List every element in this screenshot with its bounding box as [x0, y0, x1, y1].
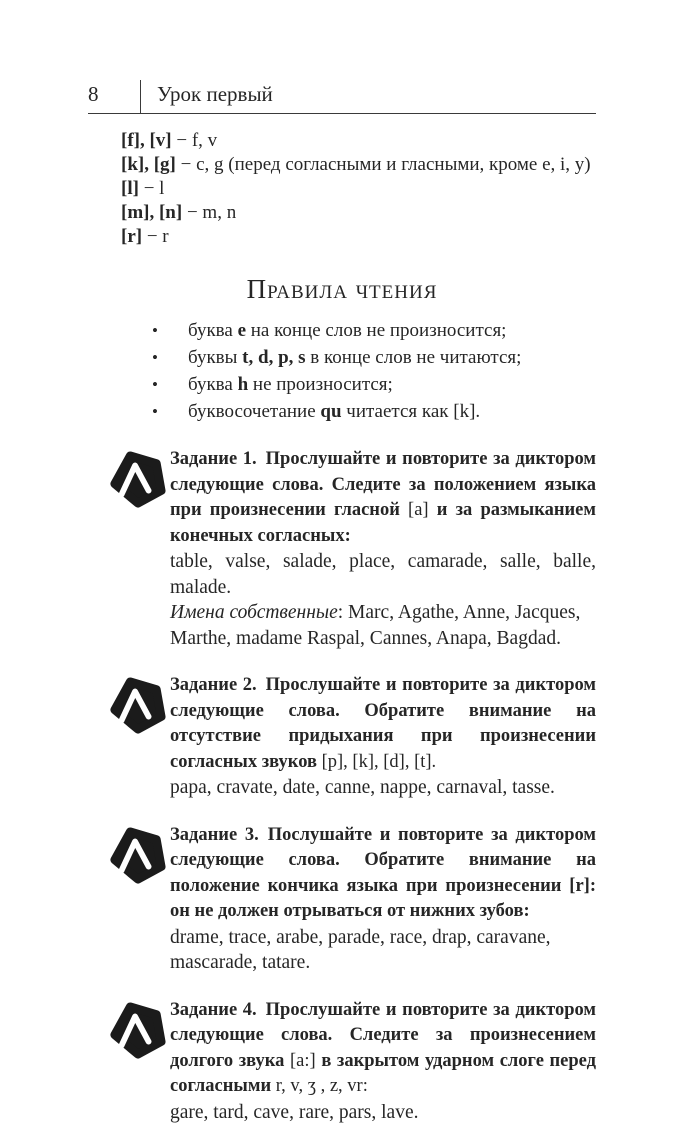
task-label: Задание 4. — [170, 1000, 257, 1020]
rule-text: буква e на конце слов не произносится; — [188, 317, 506, 344]
task-instruction: Задание 3. Послушайте и повторите за диктором следующие слова. Обратите внимание на положение кончика языка при произнесении [r]: он не должен отрываться от нижних зубов: — [170, 823, 596, 925]
phoneme: [l] — [121, 178, 139, 199]
task-icon-column — [88, 823, 170, 976]
task-body — [170, 998, 596, 1125]
task-label: Задание 2. — [170, 675, 257, 695]
task-icon-column — [88, 998, 170, 1125]
phonetics-row — [121, 153, 596, 177]
task-instruction: Задание 4. Прослушайте и повторите за диктором следующие слова. Следите за произнесением долгого звука [a:] в закрытом ударном слоге перед согласными r, v, ʒ , z, vr: — [170, 998, 596, 1100]
rule-text: буквосочетание qu читается как [k]. — [188, 398, 480, 425]
phoneme: [k], [g] — [121, 154, 176, 175]
phonetics-row — [121, 129, 596, 153]
section-heading: Правила чтения — [88, 274, 596, 305]
list-item — [88, 344, 596, 371]
audio-task-icon — [108, 825, 166, 885]
task-icon-column — [88, 447, 170, 651]
task-body — [170, 447, 596, 651]
task-instruction: Задание 1. Прослушайте и повторите за диктором следующие слова. Следите за положением языка при произнесении гласной [a] и за размыканием конечных согласных: — [170, 447, 596, 549]
task-label: Задание 1. — [170, 449, 257, 469]
phoneme-letters: − l — [139, 178, 165, 199]
phoneme: [r] — [121, 226, 142, 247]
task-4 — [88, 998, 596, 1125]
phoneme-letters: − r — [142, 226, 169, 247]
phonetics-row — [121, 225, 596, 249]
task-word-list: papa, cravate, date, canne, nappe, carnaval, tasse. — [170, 775, 596, 801]
rule-text: буква h не произносится; — [188, 371, 393, 398]
phoneme-letters: − c, g (перед согласными и гласными, кроме e, i, y) — [176, 154, 591, 175]
task-body — [170, 673, 596, 801]
task-body — [170, 823, 596, 976]
lesson-title: Урок первый — [141, 80, 273, 113]
task-1 — [88, 447, 596, 651]
phonetics-row — [121, 177, 596, 201]
bullet-icon: • — [152, 371, 188, 398]
task-word-list: table, valse, salade, place, camarade, salle, balle, malade. — [170, 549, 596, 600]
task-word-list: gare, tard, cave, rare, pars, lave. — [170, 1100, 596, 1125]
task-icon-column — [88, 673, 170, 801]
list-item — [88, 371, 596, 398]
bullet-icon: • — [152, 398, 188, 425]
task-instruction: Задание 2. Прослушайте и повторите за диктором следующие слова. Обратите внимание на отсутствие придыхания при произнесении согласных звуков [p], [k], [d], [t]. — [170, 673, 596, 775]
reading-rules-list — [88, 317, 596, 425]
task-2 — [88, 673, 596, 801]
list-item — [88, 317, 596, 344]
phoneme-letters: − f, v — [172, 130, 218, 151]
task-word-list: drame, trace, arabe, parade, race, drap, caravane, mascarade, tatare. — [170, 925, 596, 976]
phonetics-row — [121, 201, 596, 225]
list-item — [88, 398, 596, 425]
phoneme-letters: − m, n — [182, 202, 236, 223]
audio-task-icon — [108, 675, 166, 735]
audio-task-icon — [108, 1000, 166, 1060]
bullet-icon: • — [152, 317, 188, 344]
task-3 — [88, 823, 596, 976]
running-head — [88, 80, 596, 114]
page-number: 8 — [88, 80, 140, 113]
task-label: Задание 3. — [170, 825, 259, 845]
bullet-icon: • — [152, 344, 188, 371]
audio-task-icon — [108, 449, 166, 509]
proper-names-label: Имена собственные — [170, 602, 338, 623]
task-proper-names: Имена собственные: Marc, Agathe, Anne, Jacques, Marthe, madame Raspal, Cannes, Anapa, Bagdad. — [170, 600, 596, 651]
phonetics-list — [121, 129, 596, 249]
rule-text: буквы t, d, p, s в конце слов не читаются; — [188, 344, 521, 371]
phoneme: [m], [n] — [121, 202, 182, 223]
phoneme: [f], [v] — [121, 130, 172, 151]
